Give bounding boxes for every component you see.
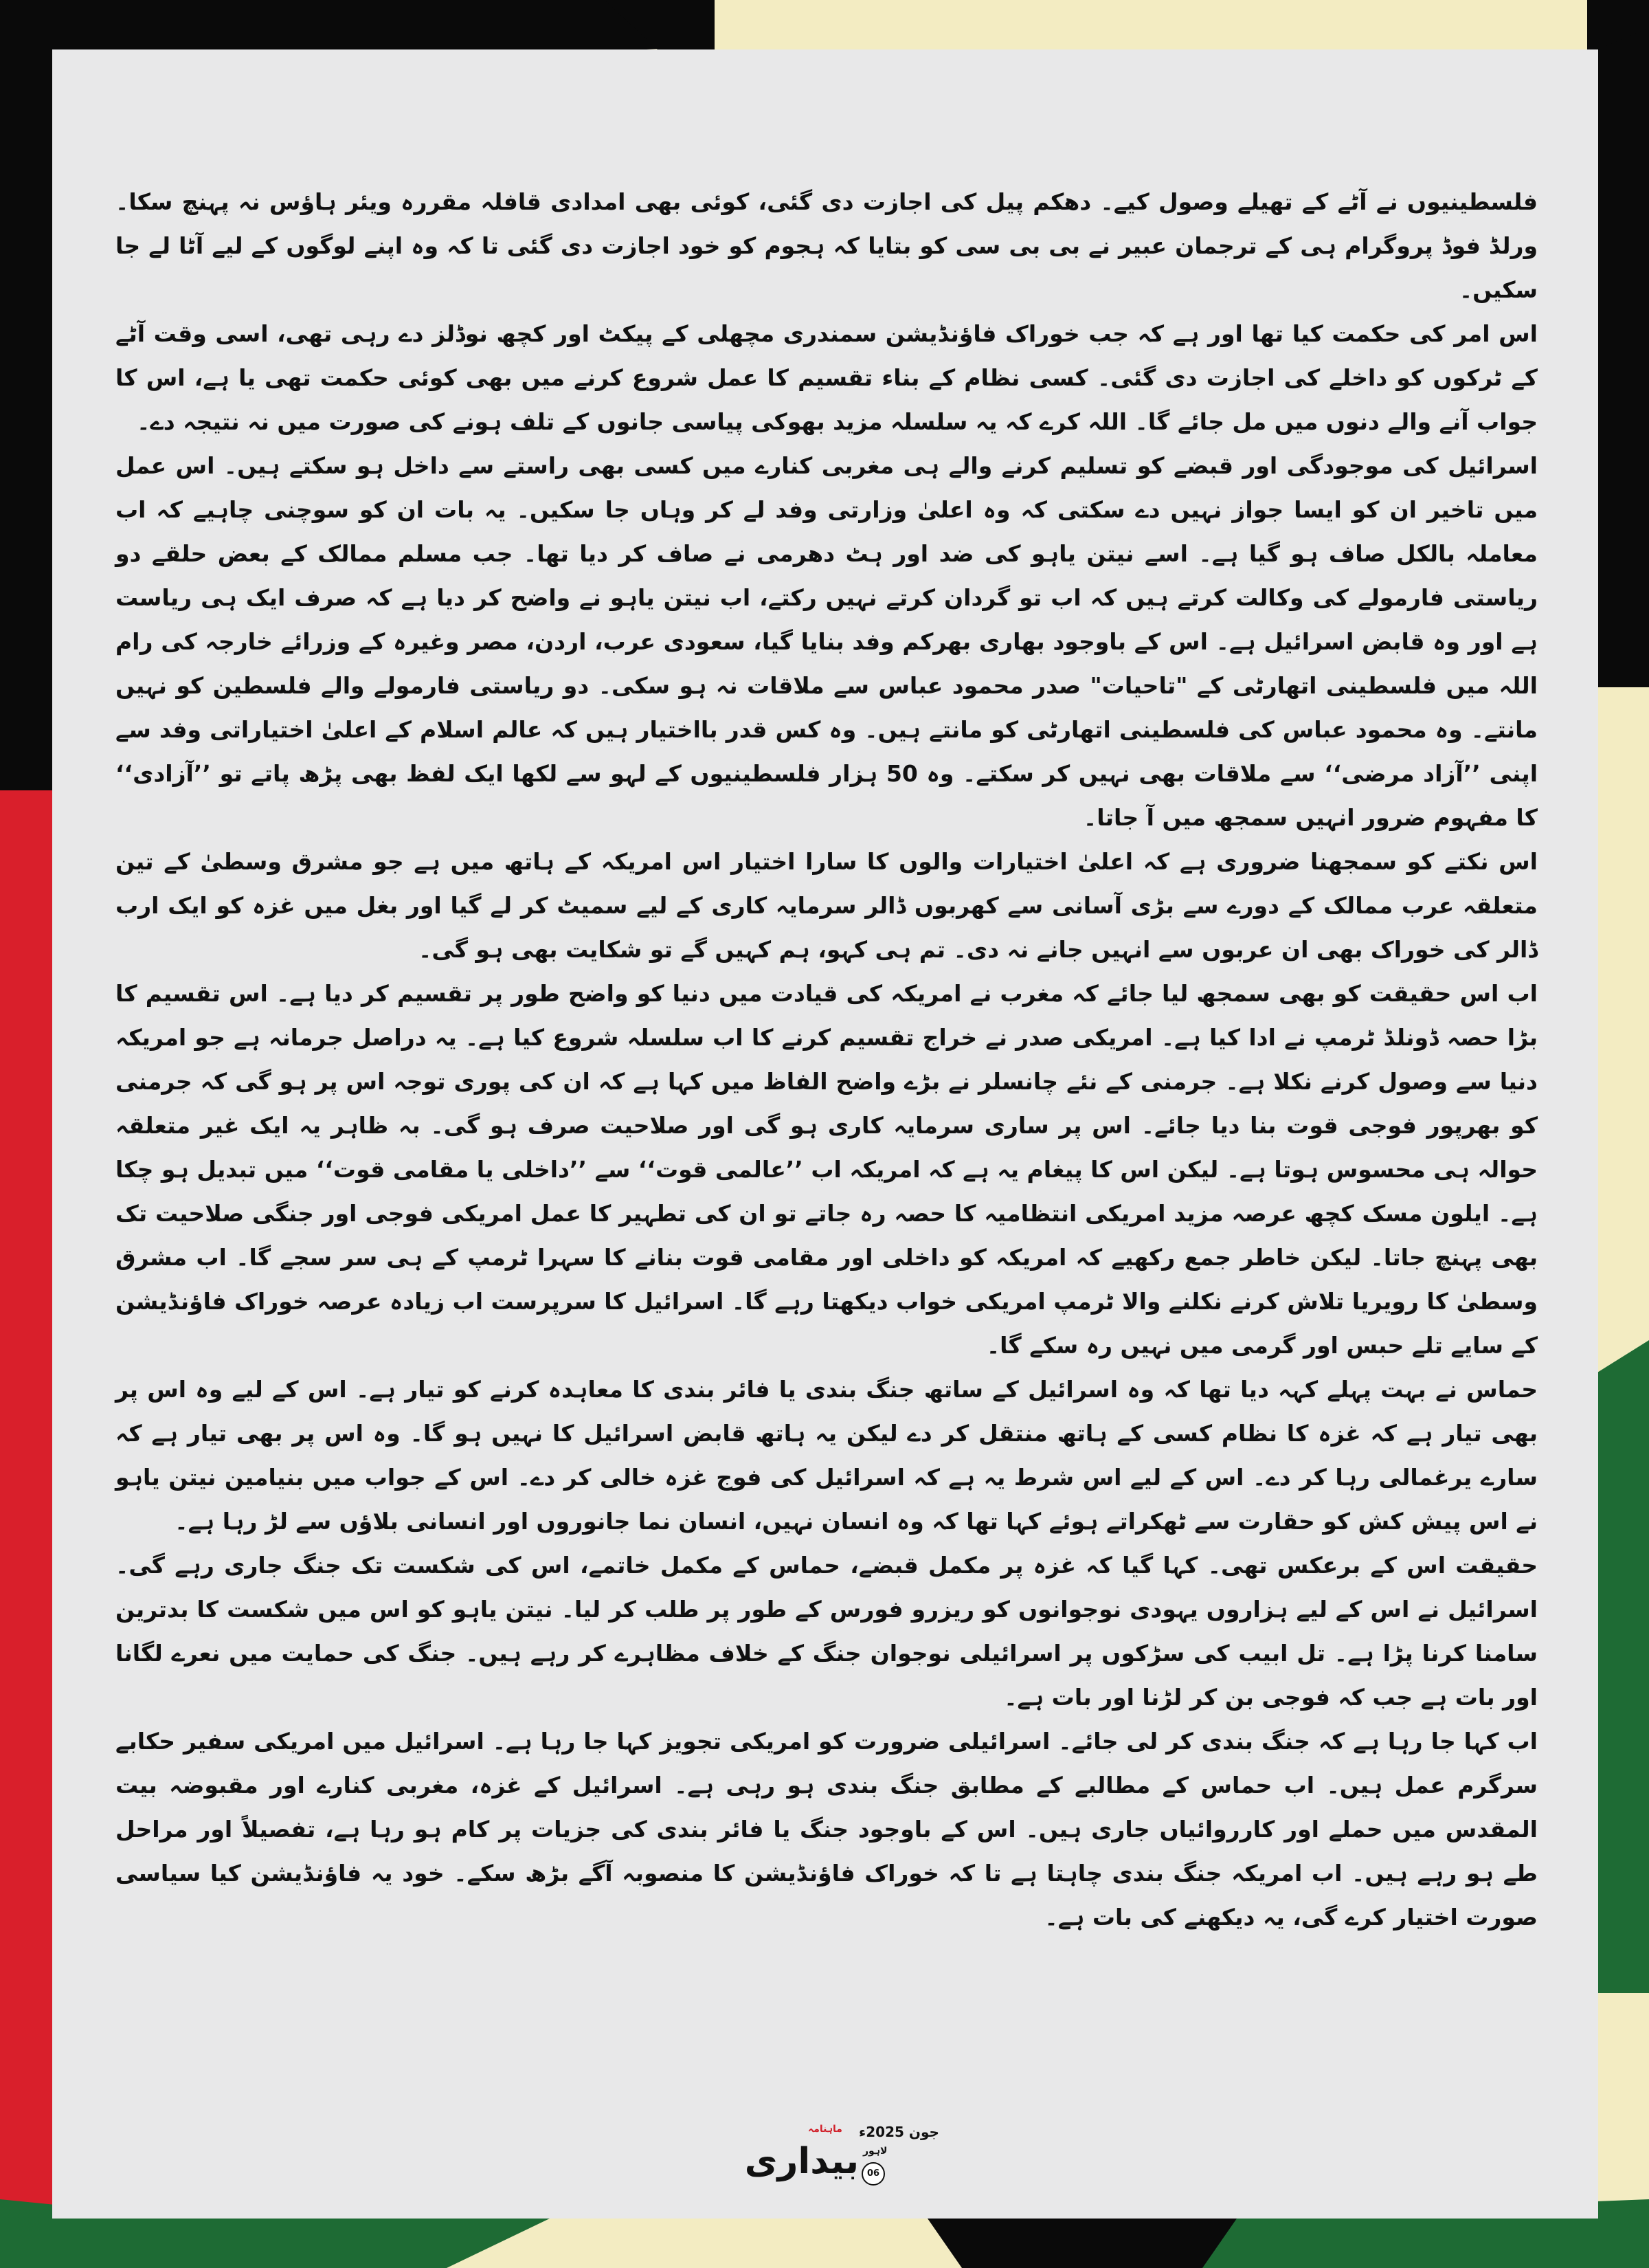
article-page: [52, 49, 1598, 2219]
paragraph: فلسطینیوں نے آٹے کے تھیلے وصول کیے۔ دھکم پیل کی اجازت دی گئی، کوئی بھی امدادی قافلہ مقررہ ویئر ہاؤس نہ پہنچ سکا۔ ورلڈ فوڈ پروگرام ہی کے ترجمان عبیر نے بی بی سی کو بتایا کہ ہجوم کو خود اجازت دی گئی تا کہ وہ اپنے لوگوں کے لیے آٹا لے جا سکیں۔: [115, 188, 1538, 303]
paragraph: اب کہا جا رہا ہے کہ جنگ بندی کر لی جائے۔ اسرائیلی ضرورت کو امریکی تجویز کہا جا رہا ہے۔ اسرائیل میں امریکی سفیر حکابے سرگرم عمل ہیں۔ اب حماس کے مطالبے کے مطابق جنگ بندی ہو رہی ہے۔ اسرائیل کے غزہ، مغربی کنارے اور مقبوضہ بیت المقدس میں حملے اور کارروائیاں جاری ہیں۔ اس کے باوجود جنگ یا فائر بندی کی جزیات پر کام ہو رہا ہے، تفصیلاً اور مراحل طے ہو رہے ہیں۔ اب امریکہ جنگ بندی چاہتا ہے تا کہ خوراک فاؤنڈیشن کا منصوبہ آگے بڑھ سکے۔ خود یہ فاؤنڈیشن کیا سیاسی صورت اختیار کرے گی، یہ دیکھنے کی بات ہے۔: [115, 1728, 1538, 1931]
masthead-title: بیداری: [744, 2141, 859, 2182]
page-number: 06: [862, 2162, 885, 2186]
magazine-masthead-logo: [744, 2118, 939, 2194]
issue-date: جون 2025ء: [859, 2124, 939, 2140]
page-footer: [52, 2118, 1598, 2201]
paragraph: حقیقت اس کے برعکس تھی۔ کہا گیا کہ غزہ پر مکمل قبضے، حماس کے مکمل خاتمے، اس کی شکست تک جنگ جاری رہے گی۔ اسرائیل نے اس کے لیے ہزاروں یہودی نوجوانوں کو ریزرو فورس کے طور پر طلب کر لیا۔ نیتن یاہو کو اس میں شکست کا بدترین سامنا کرنا پڑا ہے۔ تل ابیب کی سڑکوں پر اسرائیلی نوجوان جنگ کے خلاف مظاہرے کر رہے ہیں۔ جنگ کی حمایت میں نعرے لگانا اور بات ہے جب کہ فوجی بن کر لڑنا اور بات ہے۔: [115, 1552, 1538, 1711]
paragraph: اس امر کی حکمت کیا تھا اور ہے کہ جب خوراک فاؤنڈیشن سمندری مچھلی کے پیکٹ اور کچھ نوڈلز دے رہی تھی، اسی وقت آٹے کے ٹرکوں کو داخلے کی اجازت دی گئی۔ کسی نظام کے بناء تقسیم کا عمل شروع کرنے میں بھی کوئی حکمت تھی یا ہے، اس کا جواب آنے والے دنوں میں مل جائے گا۔ اللہ کرے کہ یہ سلسلہ مزید بھوکی پیاسی جانوں کے تلف ہونے کی صورت میں نہ نتیجہ دے۔: [115, 320, 1538, 435]
paragraph: حماس نے بہت پہلے کہہ دیا تھا کہ وہ اسرائیل کے ساتھ جنگ بندی یا فائر بندی کا معاہدہ کرنے کو تیار ہے۔ اس کے لیے وہ اس پر بھی تیار ہے کہ غزہ کا نظام کسی کے ہاتھ منتقل کر دے لیکن یہ ہاتھ قابض اسرائیل کا نہیں ہو گا۔ وہ اس پر بھی تیار ہے کہ سارے یرغمالی رہا کر دے۔ اس کے لیے اس شرط یہ ہے کہ اسرائیل کی فوج غزہ خالی کر دے۔ اس کے جواب میں بنیامین نیتن یاہو نے اس پیش کش کو حقارت سے ٹھکراتے ہوئے کہا تھا کہ وہ انسان نہیں، انسان نما جانوروں اور انسانی بلاؤں سے لڑ رہا ہے۔: [115, 1376, 1538, 1535]
article-body: [115, 180, 1538, 1939]
paragraph: اس نکتے کو سمجھنا ضروری ہے کہ اعلیٰ اختیارات والوں کا سارا اختیار اس امریکہ کے ہاتھ میں ہے جو مشرق وسطیٰ کے تین متعلقہ عرب ممالک کے دورے سے بڑی آسانی سے کھربوں ڈالر سرمایہ کاری کے لیے سمیٹ کر لے گیا اور بغل میں غزہ کو ایک ارب ڈالر کی خوراک بھی ان عربوں سے انہیں جانے نہ دی۔ تم ہی کہو، ہم کہیں گے تو شکایت بھی ہو گی۔: [115, 848, 1538, 963]
paragraph: اسرائیل کی موجودگی اور قبضے کو تسلیم کرنے والے ہی مغربی کنارے میں کسی بھی راستے سے داخل ہو سکتے ہیں۔ اس عمل میں تاخیر ان کو ایسا جواز نہیں دے سکتی کہ وہ اعلیٰ وزارتی وفد لے کر وہاں جا سکیں۔ یہ بات ان کو سوچنی چاہیے کہ اب معاملہ بالکل صاف ہو گیا ہے۔ اسے نیتن یاہو کی ضد اور ہٹ دھرمی نے صاف کر دیا تھا۔ جب مسلم ممالک کے بعض حلقے دو ریاستی فارمولے کی وکالت کرتے ہیں کہ اب تو گردان کرتے نہیں رکتے، اب نیتن یاہو نے واضح کر دیا ہے کہ صرف ایک ہی ریاست ہے اور وہ قابض اسرائیل ہے۔ اس کے باوجود بھاری بھرکم وفد بنایا گیا، سعودی عرب، اردن، مصر وغیرہ کے وزرائے خارجہ کی رام اللہ میں فلسطینی اتھارٹی کے "تاحیات" صدر محمود عباس سے ملاقات نہ ہو سکی۔ دو ریاستی فارمولے والے فلسطین کو نہیں مانتے۔ وہ محمود عباس کی فلسطینی اتھارٹی کو مانتے ہیں۔ وہ کس قدر بااختیار ہیں کہ عالم اسلام کے اعلیٰ اختیاراتی وفد سے اپنی ’’آزاد مرضی‘‘ سے ملاقات بھی نہیں کر سکتے۔ وہ 50 ہزار فلسطینیوں کے لہو سے لکھا ایک لفظ بھی پڑھ پاتے تو ’’آزادی‘‘ کا مفہوم ضرور انہیں سمجھ میں آ جاتا۔: [115, 452, 1538, 831]
masthead-tagline: ماہنامہ: [808, 2124, 842, 2135]
paragraph: اب اس حقیقت کو بھی سمجھ لیا جائے کہ مغرب نے امریکہ کی قیادت میں دنیا کو واضح طور پر تقسیم کر دیا ہے۔ اس تقسیم کا بڑا حصہ ڈونلڈ ٹرمپ نے ادا کیا ہے۔ امریکی صدر نے خراج تقسیم کرنے کا اب سلسلہ شروع کیا ہے۔ یہ دراصل جرمانہ ہے جو امریکہ دنیا سے وصول کرنے نکلا ہے۔ جرمنی کے نئے چانسلر نے بڑے واضح الفاظ میں کہا ہے کہ ان کی پوری توجہ اس پر ہو گی کہ جرمنی کو بھرپور فوجی قوت بنا دیا جائے۔ اس پر ساری سرمایہ کاری ہو گی اور صلاحیت صرف ہو گی۔ بہ ظاہر یہ ایک غیر متعلقہ حوالہ ہی محسوس ہوتا ہے۔ لیکن اس کا پیغام یہ ہے کہ امریکہ اب ’’عالمی قوت‘‘ سے ’’داخلی یا مقامی قوت‘‘ میں تبدیل ہو چکا ہے۔ ایلون مسک کچھ عرصہ مزید امریکی انتظامیہ کا حصہ رہ جاتے تو ان کی تطہیر کا عمل امریکی فوجی اور جنگی صلاحیت تک بھی پہنچ جاتا۔ لیکن خاطر جمع رکھیے کہ امریکہ کو داخلی اور مقامی قوت بنانے کا سہرا ٹرمپ کے ہی سر سجے گا۔ اب مشرق وسطیٰ کا رویریا تلاش کرنے نکلنے والا ٹرمپ امریکی خواب دیکھتا رہے گا۔ اسرائیل کا سرپرست اب زیادہ عرصہ خوراک فاؤنڈیشن کے سایے تلے حبس اور گرمی میں نہیں رہ سکے گا۔: [115, 980, 1538, 1359]
issue-city: لاہور: [863, 2146, 888, 2157]
